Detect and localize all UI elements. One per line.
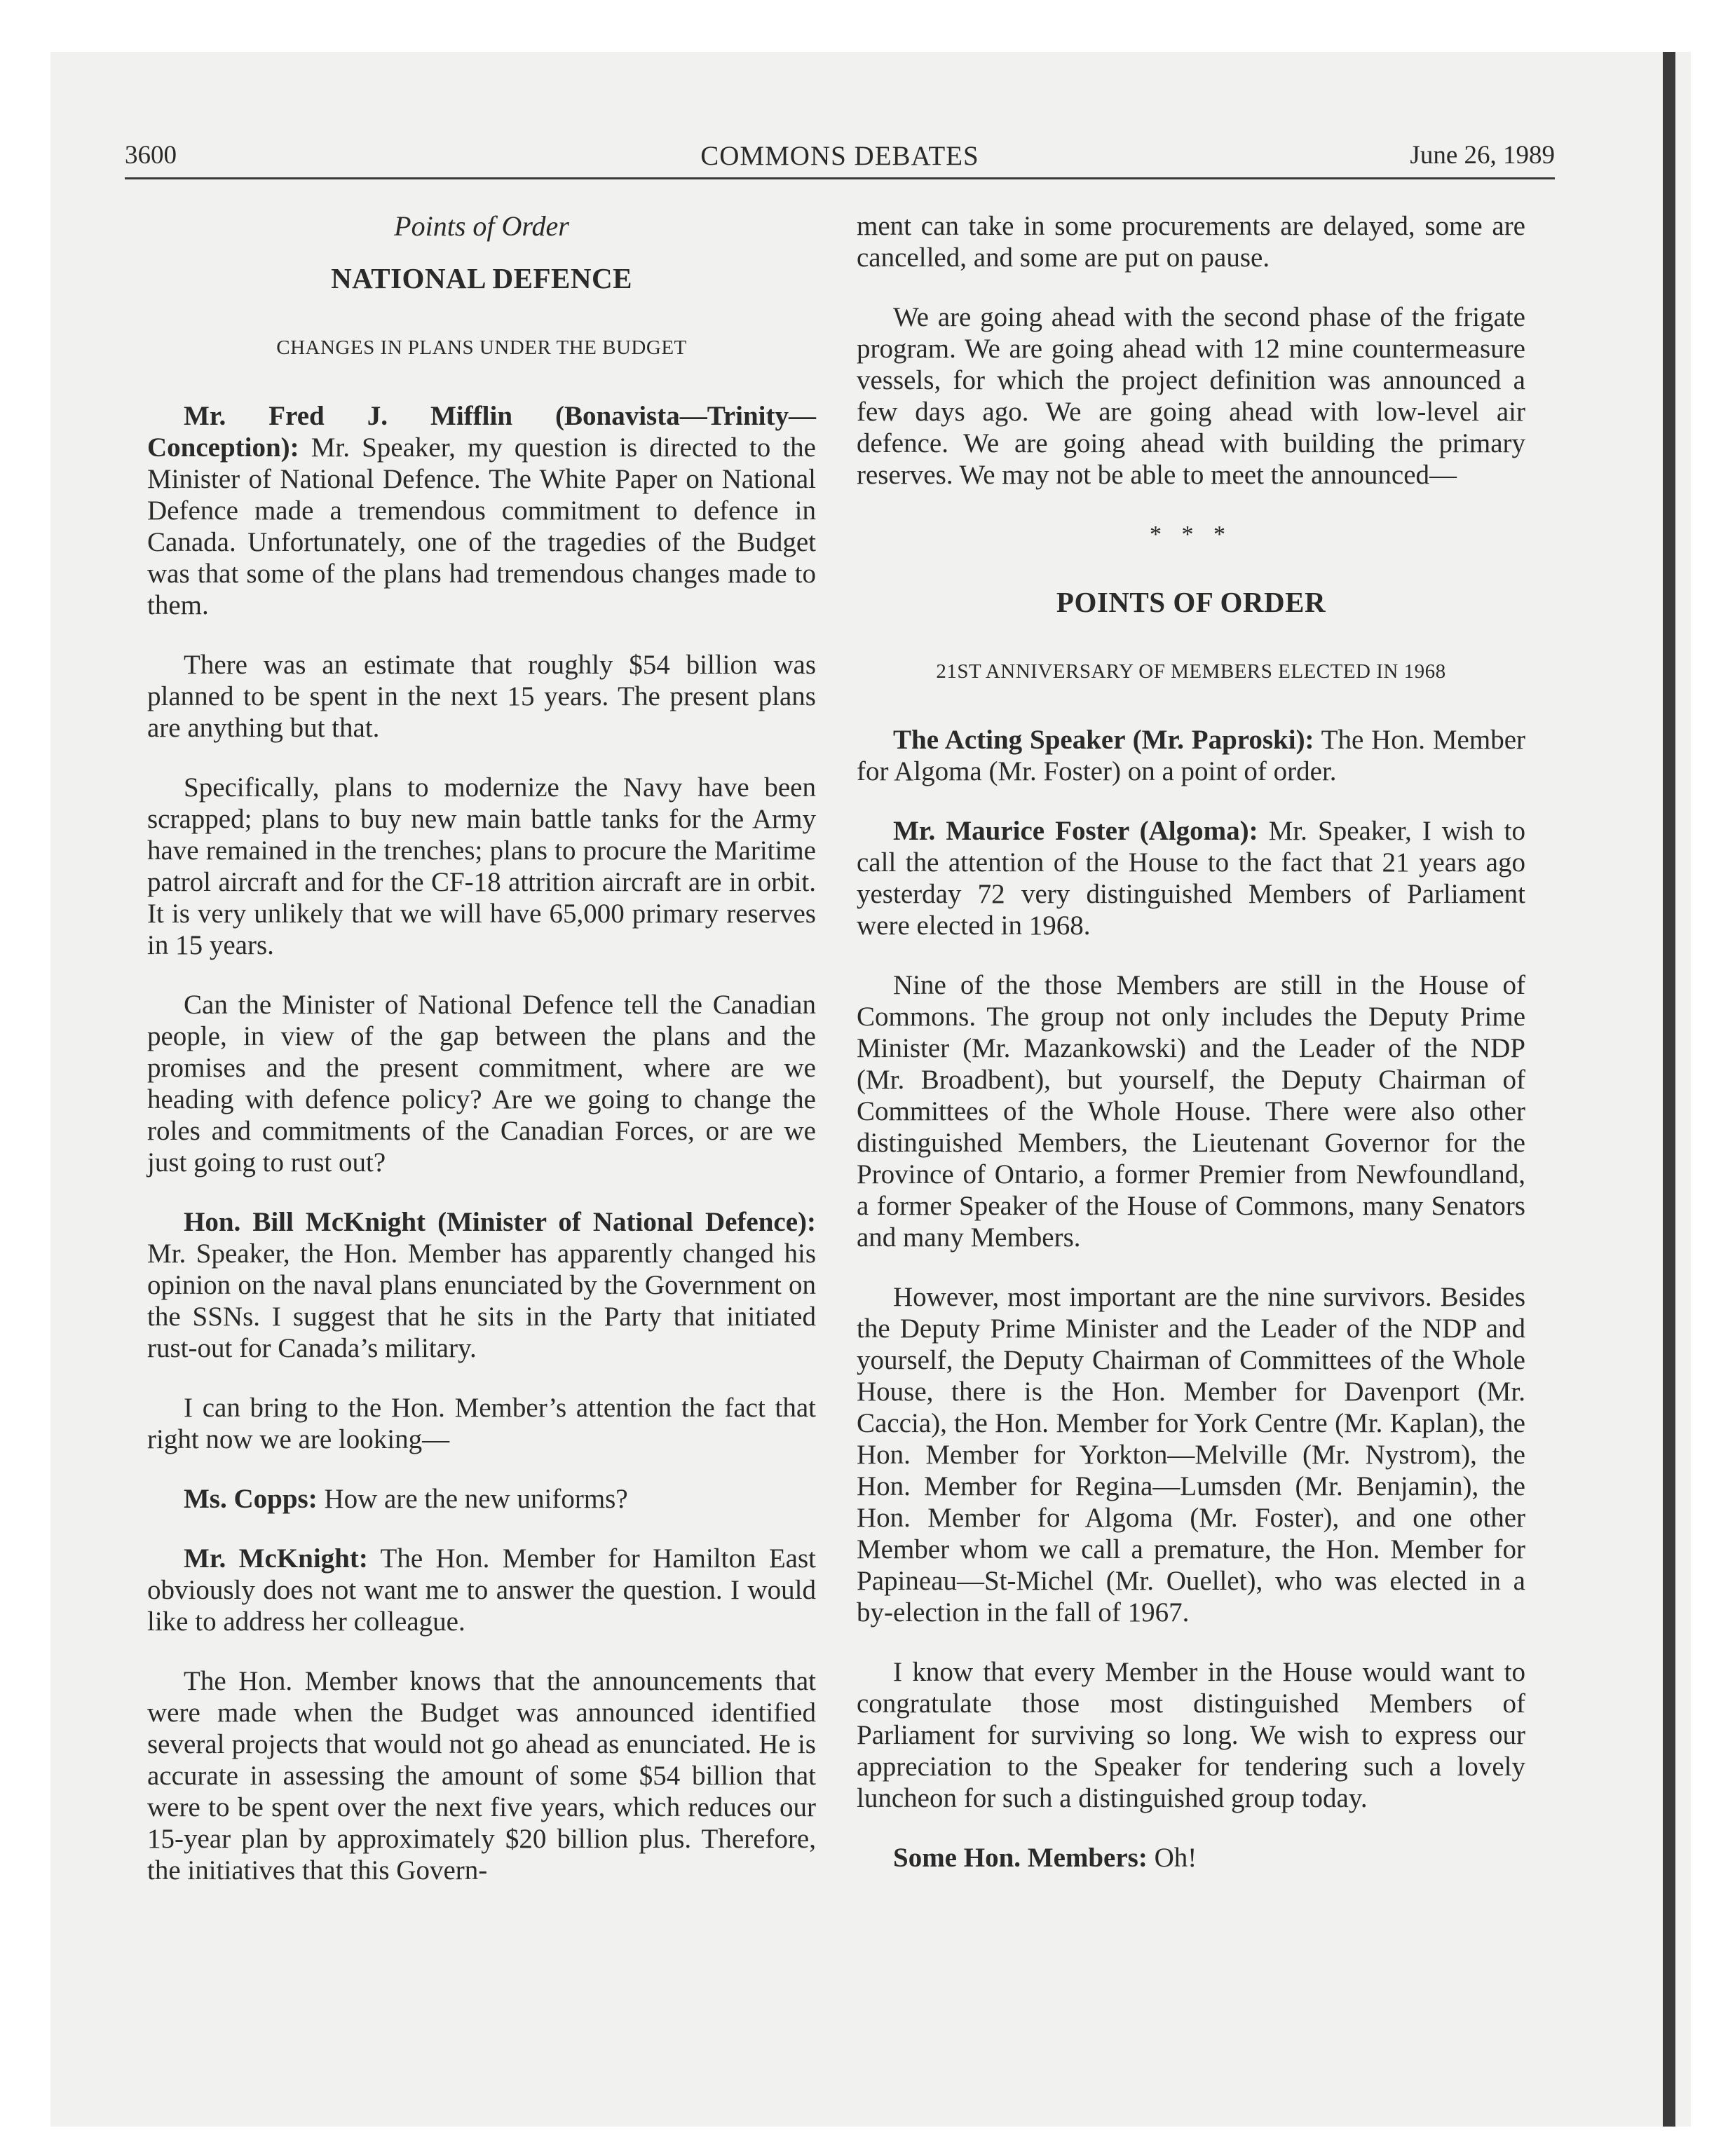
section-heading: POINTS OF ORDER bbox=[1056, 586, 1326, 618]
paragraph: ment can take in some procurements are delayed, some are cancelled, and some are put on pause. bbox=[857, 211, 1525, 273]
paragraph: I know that every Member in the House would want to congratulate those most distinguished Members of Parliament for surviving so long. We wish to express our appreciation to the Speaker for tendering such a lovely luncheon for such a distinguished group today. bbox=[857, 1657, 1525, 1813]
page-header bbox=[125, 140, 1555, 179]
paragraph: However, most important are the nine survivors. Besides the Deputy Prime Minister and the Leader of the NDP and yourself, the Deputy Chairman of Committees of the Whole House, there is the Hon. Member for Davenport (Mr. Caccia), the Hon. Member for York Centre (Mr. Kaplan), the Hon. Member for Yorkton—Melville (Mr. Nystrom), the Hon. Member for Regina—Lumsden (Mr. Benjamin), the Hon. Member for Algoma (Mr. Foster), and one other Member whom we call a premature, the Hon. Member for Papineau—St-Michel (Mr. Ouellet), who was elected in a by-election in the fall of 1967. bbox=[857, 1282, 1525, 1628]
speaker-name: Some Hon. Members: bbox=[893, 1843, 1148, 1873]
section-separator-stars: * * * bbox=[1150, 521, 1232, 547]
paragraph: Nine of the those Members are still in the House of Commons. The group not only includes the Deputy Prime Minister (Mr. Mazankowski) and the Leader of the NDP (Mr. Broadbent), but yourself, the Deputy Chairman of Committees of the Whole House. There were also other distinguished Members, the Lieutenant Governor for the Province of Ontario, a former Premier from Newfoundland, a former Speaker of the House of Commons, many Senators and many Members. bbox=[857, 970, 1525, 1253]
paragraph bbox=[147, 400, 816, 621]
header-rule bbox=[125, 177, 1555, 179]
speaker-name: Hon. Bill McKnight (Minister of National Defence): bbox=[184, 1207, 816, 1237]
paragraph bbox=[147, 1543, 816, 1637]
paragraph-text: How are the new uniforms? bbox=[317, 1484, 628, 1514]
right-column bbox=[857, 210, 1525, 1902]
paragraph: Can the Minister of National Defence tell the Canadian people, in view of the gap between the plans and the promises and the present commitment, where are we heading with defence policy? Are we going to change the roles and commitments of the Canadian Forces, or are we just going to rust out? bbox=[147, 990, 816, 1178]
scan-edge-bar bbox=[1663, 52, 1675, 2127]
publication-title: COMMONS DEBATES bbox=[700, 141, 979, 171]
paragraph-text: The Hon. Member for Hamilton East obviously does not want me to answer the question. I would like to address her colleague. bbox=[147, 1543, 817, 1637]
subheading: CHANGES IN PLANS UNDER THE BUDGET bbox=[276, 336, 687, 359]
paragraph-text: Mr. Speaker, the Hon. Member has apparently changed his opinion on the naval plans enunciated by the Government on the SSNs. I suggest that he sits in the Party that initiated rust-out for Canada’s military. bbox=[147, 1239, 816, 1363]
issue-date: June 26, 1989 bbox=[1410, 141, 1555, 170]
paragraph bbox=[857, 1842, 1525, 1874]
paragraph: We are going ahead with the second phase of the frigate program. We are going ahead with 12 mine countermeasure vessels, for which the project definition was announced a few days ago. We are going ahead with low-level air defence. We are going ahead with building the primary reserves. We may not be able to meet the announced— bbox=[857, 302, 1525, 490]
paragraph bbox=[147, 1483, 816, 1515]
speaker-name: The Acting Speaker (Mr. Paproski): bbox=[893, 725, 1314, 755]
speaker-name: Mr. Maurice Foster (Algoma): bbox=[893, 816, 1258, 846]
subheading: 21ST ANNIVERSARY OF MEMBERS ELECTED IN 1968 bbox=[936, 660, 1446, 683]
paragraph: Specifically, plans to modernize the Navy have been scrapped; plans to buy new main battle tanks for the Army have remained in the trenches; plans to procure the Maritime patrol aircraft and for the CF-18 attrition aircraft are in orbit. It is very unlikely that we will have 65,000 primary reserves in 15 years. bbox=[147, 772, 816, 960]
paragraph bbox=[857, 815, 1525, 941]
speaker-name: Ms. Copps: bbox=[184, 1484, 318, 1514]
paragraph-text: Oh! bbox=[1147, 1843, 1197, 1873]
left-column bbox=[147, 210, 816, 1914]
paragraph bbox=[857, 724, 1525, 787]
speaker-name: Mr. McKnight: bbox=[184, 1543, 368, 1574]
paragraph-text: The Hon. Member for Algoma (Mr. Foster) on a point of order. bbox=[857, 725, 1526, 786]
speaker-name: Mr. Fred J. Mifflin (Bonavista—Trinity—Conception): bbox=[147, 401, 816, 463]
section-heading: NATIONAL DEFENCE bbox=[331, 262, 632, 294]
paragraph: There was an estimate that roughly $54 billion was planned to be spent in the next 15 years. The present plans are anything but that. bbox=[147, 650, 816, 743]
paragraph-text: Mr. Speaker, I wish to call the attention of the House to the fact that 21 years ago yesterday 72 very distinguished Members of Parliament were elected in 1968. bbox=[857, 816, 1525, 941]
section-italic-heading: Points of Order bbox=[394, 210, 569, 242]
paragraph bbox=[147, 1206, 816, 1364]
page-number: 3600 bbox=[125, 141, 177, 170]
paragraph: The Hon. Member knows that the announcements that were made when the Budget was announced identified several projects that would not go ahead as enunciated. He is accurate in assessing the amount of some $54 billion that were to be spent over the next five years, which reduces our 15-year plan by approximately $20 billion plus. Therefore, the initiatives that this Govern- bbox=[147, 1666, 816, 1885]
paragraph-text: Mr. Speaker, my question is directed to the Minister of National Defence. The White Paper on National Defence made a tremendous commitment to defence in Canada. Unfortunately, one of the tragedies of the Budget was that some of the plans had tremendous changes made to them. bbox=[147, 432, 816, 620]
paragraph: I can bring to the Hon. Member’s attention the fact that right now we are looking— bbox=[147, 1393, 816, 1454]
